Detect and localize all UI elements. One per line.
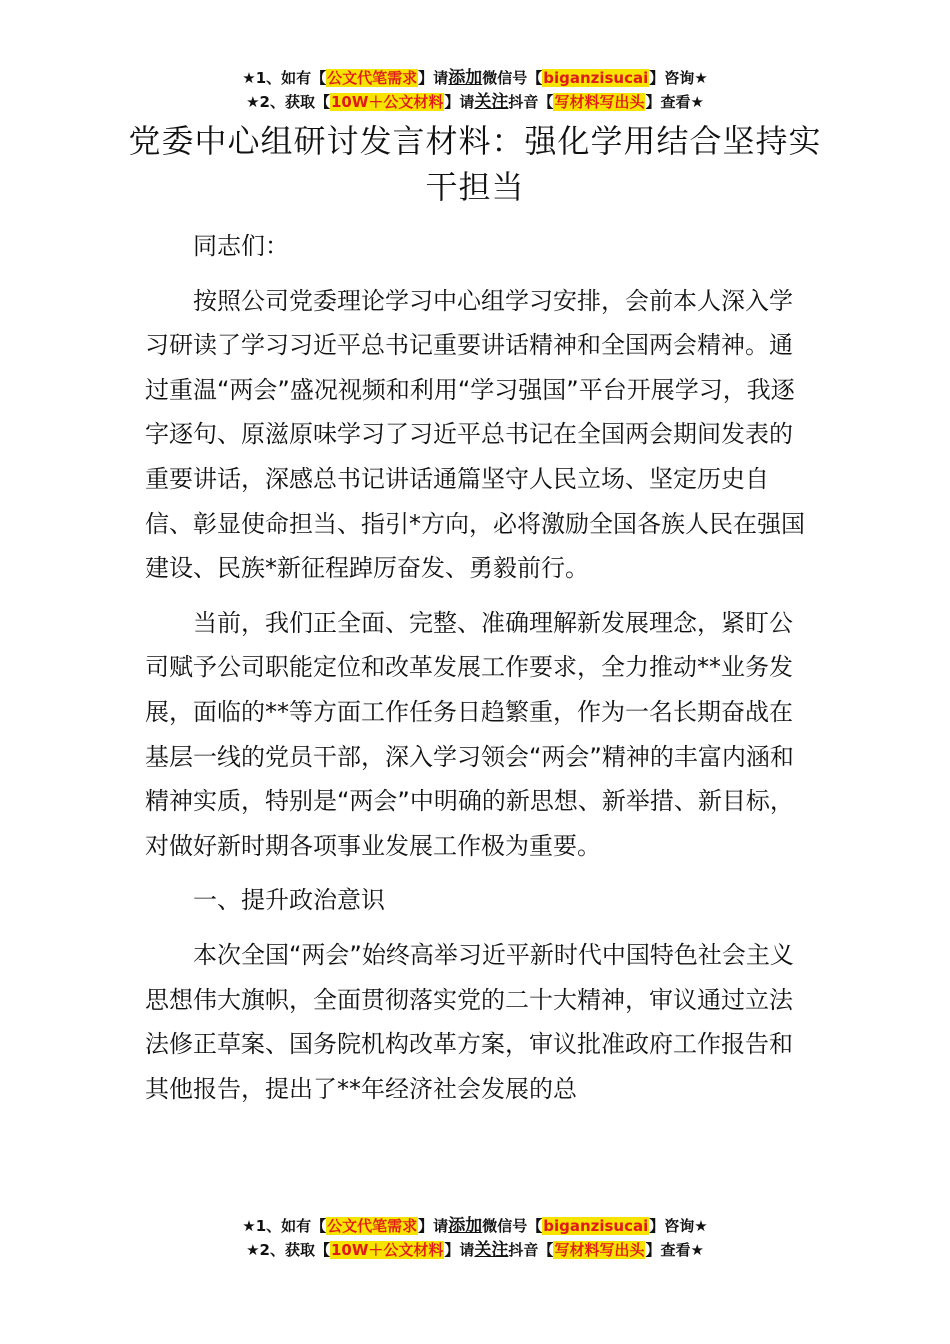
highlight-service: 公文代笔需求 bbox=[327, 69, 418, 87]
banner-text: ★1、如有【 bbox=[242, 1217, 327, 1235]
paragraph-2: 当前，我们正全面、完整、准确理解新发展理念，紧盯公司赋予公司职能定位和改革发展工作要求，全力推动**业务发展，面临的**等方面工作任务日趋繁重，作为一名长期奋战在基层一线的党员干部，深入学习领会“两会”精神的丰富内涵和精神实质，特别是“两会”中明确的新思想、新举措、新目标，对做好新时期各项事业发展工作极为重要。 bbox=[145, 608, 794, 860]
highlight-wechat-id: biganzisucai bbox=[543, 1217, 649, 1235]
banner-line-2 bbox=[0, 1238, 950, 1262]
banner-text: 微信号【 bbox=[482, 1217, 543, 1235]
banner-text: 】请 bbox=[444, 93, 475, 111]
banner-text: 】请 bbox=[418, 1217, 449, 1235]
banner-text: 】咨询★ bbox=[649, 69, 708, 87]
footer-banner bbox=[0, 1214, 950, 1262]
banner-text: 】请 bbox=[418, 69, 449, 87]
banner-text: 微信号【 bbox=[482, 69, 543, 87]
paragraph-3: 本次全国“两会”始终高举习近平新时代中国特色社会主义思想伟大旗帜，全面贯彻落实党的二十大精神，审议通过立法法修正草案、国务院机构改革方案，审议批准政府工作报告和其他报告，提出了**年经济社会发展的总 bbox=[145, 940, 794, 1103]
banner-emphasis: 关注 bbox=[474, 1240, 509, 1260]
banner-text: 抖音【 bbox=[508, 93, 554, 111]
banner-line-1 bbox=[0, 1214, 950, 1238]
greeting: 同志们： bbox=[193, 232, 289, 260]
banner-line-2 bbox=[0, 90, 950, 114]
highlight-douyin: 写材料写出头 bbox=[554, 93, 645, 111]
banner-text: 抖音【 bbox=[508, 1241, 554, 1259]
banner-text: ★2、获取【 bbox=[246, 1241, 330, 1259]
banner-text: ★1、如有【 bbox=[242, 69, 327, 87]
document-title: 党委中心组研讨发言材料：强化学用结合坚持实干担当 bbox=[128, 122, 822, 206]
highlight-materials: 10W＋公文材料 bbox=[330, 1241, 444, 1259]
banner-emphasis: 关注 bbox=[474, 92, 509, 112]
banner-text: 】请 bbox=[444, 1241, 475, 1259]
section-heading-1: 一、提升政治意识 bbox=[193, 886, 385, 915]
banner-line-1 bbox=[0, 66, 950, 90]
banner-emphasis: 添加 bbox=[448, 68, 483, 88]
banner-text: 】查看★ bbox=[645, 1241, 704, 1259]
paragraph-1: 按照公司党委理论学习中心组学习安排，会前本人深入学习研读了学习习近平总书记重要讲话精神和全国两会精神。通过重温“两会”盛况视频和利用“学习强国”平台开展学习，我逐字逐句、原滋原味学习了习近平总书记在全国两会期间发表的重要讲话，深感总书记讲话通篇坚守人民立场、坚定历史自信、彰显使命担当、指引*方向，必将激励全国各族人民在强国建设、民族*新征程踔厉奋发、勇毅前行。 bbox=[145, 286, 805, 583]
header-banner bbox=[0, 66, 950, 114]
banner-text: 】查看★ bbox=[645, 93, 704, 111]
highlight-materials: 10W＋公文材料 bbox=[330, 93, 444, 111]
banner-text: 】咨询★ bbox=[649, 1217, 708, 1235]
highlight-douyin: 写材料写出头 bbox=[554, 1241, 645, 1259]
document-body bbox=[145, 224, 810, 1121]
banner-emphasis: 添加 bbox=[448, 1216, 483, 1236]
banner-text: ★2、获取【 bbox=[246, 93, 330, 111]
highlight-service: 公文代笔需求 bbox=[327, 1217, 418, 1235]
highlight-wechat-id: biganzisucai bbox=[543, 69, 649, 87]
